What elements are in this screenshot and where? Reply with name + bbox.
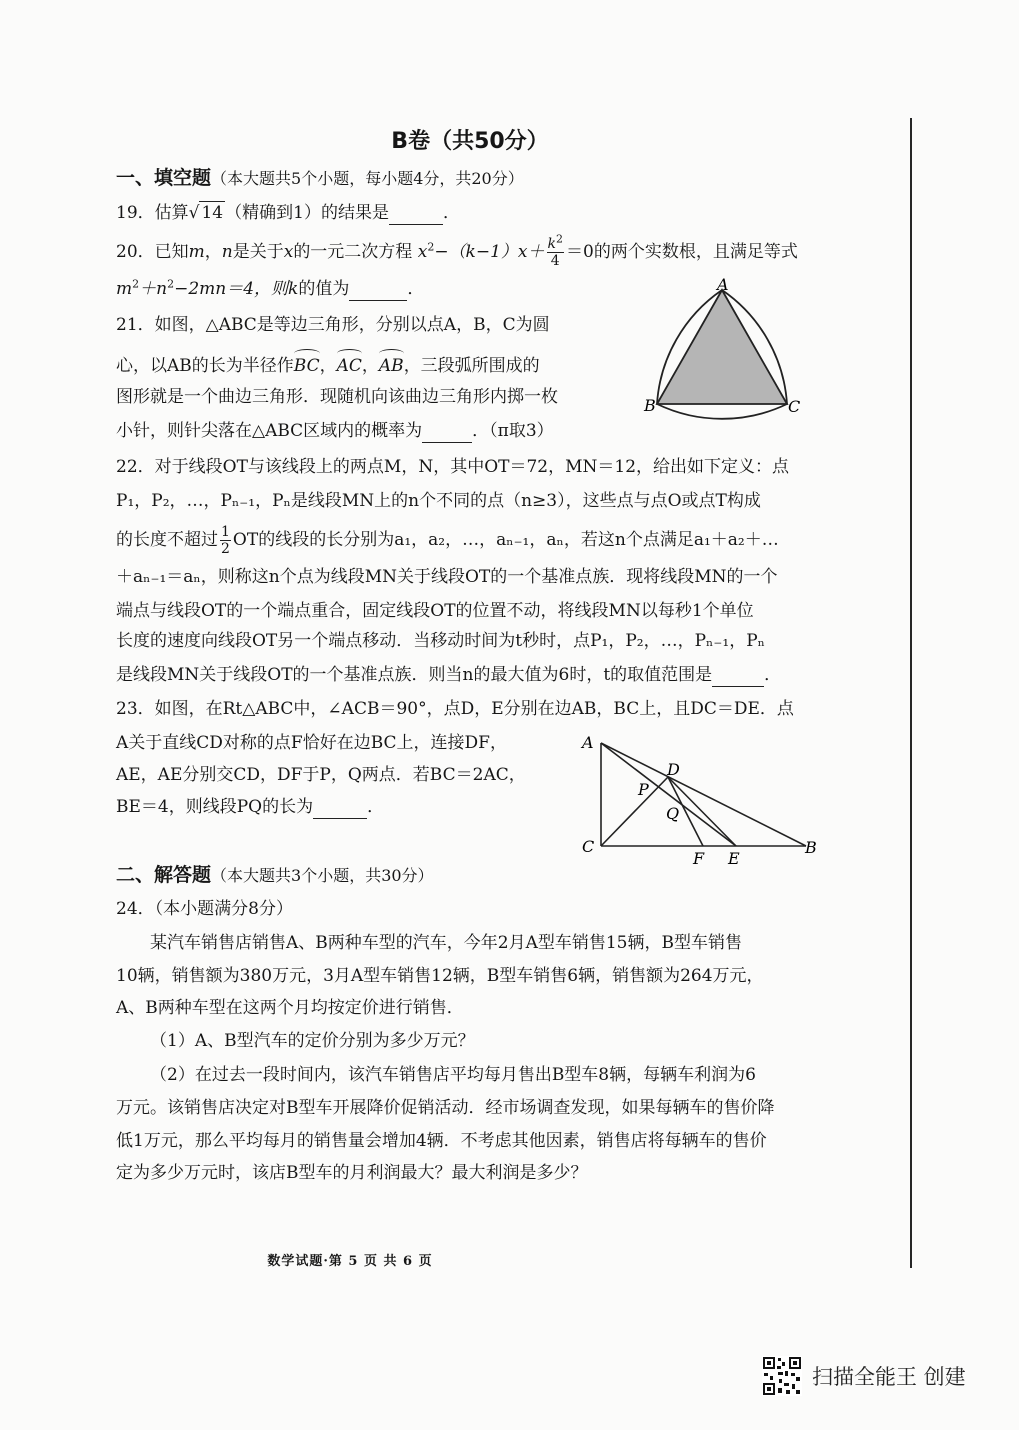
q21-text: ．（π取3） xyxy=(472,421,554,441)
qr-code-icon xyxy=(762,1356,802,1396)
section2-note: （本大题共3个小题，共30分） xyxy=(211,866,434,885)
page-title: B卷（共50分） xyxy=(391,129,549,154)
q21-line2 xyxy=(116,352,540,377)
q23-line2: A关于直线CD对称的点F恰好在边BC上，连接DF， xyxy=(116,733,507,753)
q20-frac-sup: 2 xyxy=(556,232,563,246)
q20-var-x: x xyxy=(283,242,294,262)
half-num: 1 xyxy=(221,524,230,540)
q22-text: OT的线段的长分别为a₁，a₂，…，aₙ₋₁，aₙ，若这n个点满足a₁＋a₂＋… xyxy=(232,530,779,550)
q20-l2: m xyxy=(116,279,133,299)
section2-heading xyxy=(116,864,434,887)
q24-sub1: （1）A、B型汽车的定价分别为多少万元？ xyxy=(150,1031,475,1051)
q23-figure xyxy=(576,728,826,870)
q23-text: BE＝4，则线段PQ的长为 xyxy=(116,797,314,817)
q24-para-line1: 某汽车销售店销售A、B两种车型的汽车，今年2月A型车销售15辆，B型车销售 xyxy=(150,933,742,953)
q20-var-m: m xyxy=(188,242,205,262)
q22-line7 xyxy=(116,664,781,687)
half-fraction xyxy=(220,524,231,557)
q20-eq-exp: 2 xyxy=(427,240,435,254)
q22-line6: 长度的速度向线段OT另一个端点移动．当移动时间为t秒时，点P₁，P₂，…，Pₙ₋₁，Pₙ xyxy=(116,631,765,651)
answer-blank xyxy=(712,664,764,687)
section1-head: 一、填空题 xyxy=(116,167,212,189)
section1-note: （本大题共5个小题，每小题4分，共20分） xyxy=(211,169,524,188)
segment-ab xyxy=(601,743,806,846)
label-b: B xyxy=(644,396,656,415)
q20-frac-num: k xyxy=(547,236,556,252)
scanner-watermark xyxy=(762,1356,966,1396)
arc-ac: AC xyxy=(337,352,362,377)
answer-blank xyxy=(349,278,407,301)
q20-eq-mid: −（k−1）x＋ xyxy=(434,242,545,262)
q20-l2: −2mn＝4，则 xyxy=(174,279,289,299)
section1-heading xyxy=(116,167,524,190)
q22-line4: ＋aₙ₋₁＝aₙ，则称这n个点为线段MN关于线段OT的一个基准点族．现将线段MN的一个 xyxy=(116,567,778,587)
q20-frac-den: 4 xyxy=(550,253,560,269)
label-b: B xyxy=(805,838,817,857)
q20-text: 是关于 xyxy=(232,242,284,262)
q20-eq-tail: ＝0的两个实数根，且满足等式 xyxy=(566,242,798,262)
q22-text: 是线段MN关于线段OT的一个基准点族．则当n的最大值为6时，t的取值范围是 xyxy=(116,665,713,685)
label-q: Q xyxy=(666,804,680,823)
q24-head: 24．（本小题满分8分） xyxy=(116,899,293,919)
watermark-text: 扫描全能王 创建 xyxy=(812,1365,966,1389)
q24-sub2-line2: 万元。该销售店决定对B型车开展降价促销活动．经市场调查发现，如果每辆车的售价降 xyxy=(116,1098,775,1118)
q20-text: ， xyxy=(204,242,222,262)
q21-text: 心，以AB的长为半径作 xyxy=(116,356,294,376)
half-den: 2 xyxy=(221,541,230,557)
q24-sub2-line3: 低1万元，那么平均每月的销售量会增加4辆．不考虑其他因素，销售店将每辆车的售价 xyxy=(116,1131,767,1151)
q21-text: 小针，则针尖落在△ABC区域内的概率为 xyxy=(116,421,423,441)
section2-head: 二、解答题 xyxy=(116,864,212,886)
q19-post: （精确到1）的结果是 xyxy=(225,203,389,223)
q20-l2: ＋n xyxy=(139,279,168,299)
sqrt-sign: √ xyxy=(188,203,200,223)
q20-l2-sup: 2 xyxy=(167,277,175,291)
q19-pre: 19．估算 xyxy=(116,203,189,223)
q21-text: ，三段弧所围成的 xyxy=(403,356,540,376)
margin-line xyxy=(910,118,912,1268)
answer-blank xyxy=(313,796,367,819)
label-c: C xyxy=(582,837,595,856)
q20-l2: 的值为 xyxy=(298,279,350,299)
arc-bc: BC xyxy=(294,352,320,377)
answer-blank xyxy=(422,420,472,443)
answer-blank xyxy=(389,202,443,225)
q24-sub2-line1: （2）在过去一段时间内，该汽车销售店平均每月售出B型车8辆，每辆车利润为6 xyxy=(150,1065,756,1085)
label-p: P xyxy=(638,780,649,799)
q21-line3: 图形就是一个曲边三角形．现随机向该曲边三角形内掷一枚 xyxy=(116,387,558,407)
label-c: C xyxy=(788,397,801,416)
q24-sub2-line4: 定为多少万元时，该店B型车的月利润最大？最大利润是多少？ xyxy=(116,1163,588,1183)
question-20-line1 xyxy=(116,232,798,269)
q24-para-line3: A、B两种车型在这两个月均按定价进行销售． xyxy=(116,998,464,1018)
q23-text: ． xyxy=(367,797,385,817)
question-20-line2 xyxy=(116,278,424,301)
q21-text: ， xyxy=(361,356,379,376)
question-19 xyxy=(116,201,460,225)
q22-text: 的长度不超过 xyxy=(116,530,218,550)
q20-l2-sup: 2 xyxy=(132,277,140,291)
q22-line2: P₁，P₂，…，Pₙ₋₁，Pₙ是线段MN上的n个不同的点（n≥3），这些点与点O或点T构成 xyxy=(116,491,761,511)
q22-line5: 端点与线段OT的一个端点重合，固定线段OT的位置不动，将线段MN以每秒1个单位 xyxy=(116,601,754,621)
q19-radicand: 14 xyxy=(201,203,224,223)
segment-ae xyxy=(601,743,736,846)
q20-fraction xyxy=(547,232,564,269)
q23-line3: AE，AE分别交CD，DF于P，Q两点．若BC＝2AC， xyxy=(116,765,526,785)
q20-var-n: n xyxy=(221,242,233,262)
q22-line3 xyxy=(116,524,779,557)
q21-line1: 21．如图，△ABC是等边三角形，分别以点A，B，C为圆 xyxy=(116,315,550,335)
label-e: E xyxy=(728,849,740,868)
q23-line4 xyxy=(116,796,384,819)
triangle-abc xyxy=(657,290,787,404)
q21-figure xyxy=(636,276,814,422)
label-a: A xyxy=(717,276,729,294)
label-d: D xyxy=(667,760,680,779)
q23-line1: 23．如图，在Rt△ABC中，∠ACB＝90°，点D，E分别在边AB，BC上，且DC＝DE．点 xyxy=(116,699,794,719)
q22-line1: 22．对于线段OT与该线段上的两点M，N，其中OT＝72，MN＝12，给出如下定义：点 xyxy=(116,457,790,477)
q20-l2-k: k xyxy=(288,279,299,299)
arc-ab: AB xyxy=(379,352,404,377)
q19-end: ． xyxy=(442,203,460,223)
label-f: F xyxy=(693,849,705,868)
q21-line4 xyxy=(116,420,554,443)
page-footer: 数学试题·第 5 页 共 6 页 xyxy=(267,1254,433,1269)
q24-para-line2: 10辆，销售额为380万元，3月A型车销售12辆，B型车销售6辆，销售额为264万元， xyxy=(116,966,764,986)
q20-l2: ． xyxy=(407,279,425,299)
q20-eq-x: x xyxy=(417,242,428,262)
q22-text: ． xyxy=(764,665,782,685)
q21-text: ， xyxy=(319,356,337,376)
q20-text: 20．已知 xyxy=(116,242,189,262)
label-a: A xyxy=(582,733,594,752)
q20-text: 的一元二次方程 xyxy=(293,242,413,262)
